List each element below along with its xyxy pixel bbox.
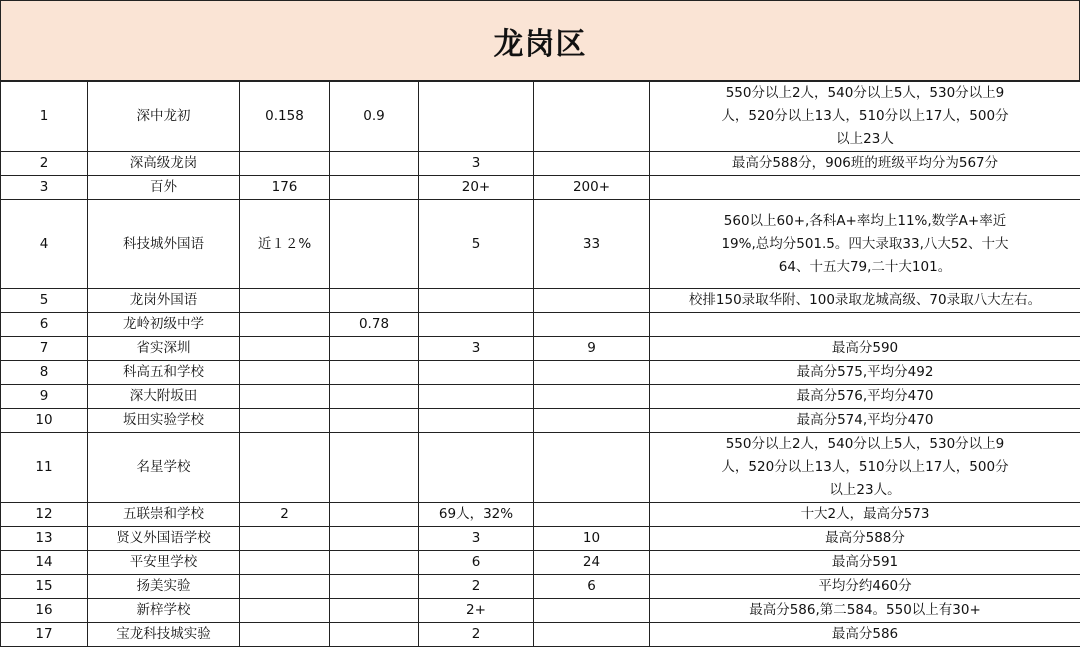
value-col-1 — [240, 337, 330, 361]
school-name: 百外 — [88, 176, 240, 200]
note-text: 最高分591 — [832, 551, 898, 574]
value-col-3 — [419, 385, 534, 409]
table-row — [1, 82, 1080, 152]
row-number: 7 — [1, 337, 88, 361]
value-col-3: 2 — [419, 623, 534, 647]
note-text: 最高分586 — [832, 623, 898, 646]
value-col-4: 9 — [534, 337, 650, 361]
table-row — [1, 551, 1080, 575]
school-name: 省实深圳 — [88, 337, 240, 361]
value-col-3 — [419, 289, 534, 313]
value-col-1 — [240, 623, 330, 647]
value-col-2 — [330, 200, 419, 289]
note-text: 最高分575,平均分492 — [797, 361, 934, 384]
table-row — [1, 313, 1080, 337]
note-text: 最高分588分 — [825, 527, 905, 550]
value-col-4 — [534, 623, 650, 647]
value-col-4 — [534, 503, 650, 527]
value-col-4: 10 — [534, 527, 650, 551]
note-cell — [650, 385, 1080, 409]
value-col-4 — [534, 409, 650, 433]
row-number: 1 — [1, 82, 88, 152]
school-name: 深中龙初 — [88, 82, 240, 152]
value-col-3: 69人，32% — [419, 503, 534, 527]
value-col-4 — [534, 289, 650, 313]
table-row — [1, 200, 1080, 289]
table-row — [1, 599, 1080, 623]
note-text: 最高分590 — [832, 337, 898, 360]
value-col-4: 24 — [534, 551, 650, 575]
school-name: 宝龙科技城实验 — [88, 623, 240, 647]
row-number: 13 — [1, 527, 88, 551]
school-name: 科高五和学校 — [88, 361, 240, 385]
value-col-2 — [330, 361, 419, 385]
value-col-3: 20+ — [419, 176, 534, 200]
value-col-2 — [330, 527, 419, 551]
row-number: 10 — [1, 409, 88, 433]
value-col-3: 3 — [419, 152, 534, 176]
note-cell — [650, 527, 1080, 551]
table-row — [1, 503, 1080, 527]
value-col-1 — [240, 599, 330, 623]
school-name: 平安里学校 — [88, 551, 240, 575]
table-row — [1, 385, 1080, 409]
row-number: 3 — [1, 176, 88, 200]
table-row — [1, 176, 1080, 200]
note-text: 平均分约460分 — [818, 575, 911, 598]
value-col-1: 176 — [240, 176, 330, 200]
value-col-3: 3 — [419, 337, 534, 361]
school-name: 科技城外国语 — [88, 200, 240, 289]
value-col-1: 0.158 — [240, 82, 330, 152]
table-row — [1, 433, 1080, 503]
note-cell — [650, 433, 1080, 503]
table-row — [1, 337, 1080, 361]
value-col-2 — [330, 289, 419, 313]
note-text: 最高分586,第二584。550以上有30+ — [749, 599, 981, 622]
note-cell — [650, 200, 1080, 289]
school-name: 新梓学校 — [88, 599, 240, 623]
value-col-4: 33 — [534, 200, 650, 289]
value-col-2 — [330, 599, 419, 623]
value-col-2 — [330, 409, 419, 433]
school-name: 扬美实验 — [88, 575, 240, 599]
note-cell — [650, 82, 1080, 152]
value-col-4 — [534, 361, 650, 385]
table-row — [1, 152, 1080, 176]
table-row — [1, 527, 1080, 551]
note-cell — [650, 313, 1080, 337]
value-col-2 — [330, 337, 419, 361]
note-text: 十大2人，最高分573 — [801, 503, 930, 526]
value-col-3 — [419, 82, 534, 152]
note-cell — [650, 361, 1080, 385]
value-col-4 — [534, 82, 650, 152]
row-number: 8 — [1, 361, 88, 385]
value-col-4 — [534, 152, 650, 176]
value-col-2 — [330, 575, 419, 599]
table-row — [1, 409, 1080, 433]
value-col-4: 200+ — [534, 176, 650, 200]
value-col-2 — [330, 503, 419, 527]
row-number: 14 — [1, 551, 88, 575]
value-col-1 — [240, 313, 330, 337]
note-text: 550分以上2人，540分以上5人，530分以上9人，520分以上13人，510分以上17人，500分以上23人 — [715, 82, 1015, 151]
value-col-4 — [534, 313, 650, 337]
value-col-2 — [330, 152, 419, 176]
school-name: 龙岭初级中学 — [88, 313, 240, 337]
row-number: 6 — [1, 313, 88, 337]
value-col-3: 3 — [419, 527, 534, 551]
school-name: 深高级龙岗 — [88, 152, 240, 176]
school-name: 坂田实验学校 — [88, 409, 240, 433]
note-text: 最高分576,平均分470 — [797, 385, 934, 408]
value-col-1 — [240, 551, 330, 575]
note-cell — [650, 503, 1080, 527]
row-number: 2 — [1, 152, 88, 176]
school-name: 五联崇和学校 — [88, 503, 240, 527]
value-col-1: 近１２% — [240, 200, 330, 289]
row-number: 15 — [1, 575, 88, 599]
value-col-2: 0.78 — [330, 313, 419, 337]
school-name: 龙岗外国语 — [88, 289, 240, 313]
value-col-1 — [240, 409, 330, 433]
value-col-4 — [534, 385, 650, 409]
note-cell — [650, 623, 1080, 647]
value-col-3: 5 — [419, 200, 534, 289]
note-cell — [650, 289, 1080, 313]
row-number: 9 — [1, 385, 88, 409]
row-number: 17 — [1, 623, 88, 647]
value-col-2: 0.9 — [330, 82, 419, 152]
table-row — [1, 623, 1080, 647]
value-col-1 — [240, 361, 330, 385]
table-row — [1, 575, 1080, 599]
note-cell — [650, 337, 1080, 361]
note-cell — [650, 176, 1080, 200]
note-cell — [650, 152, 1080, 176]
note-text: 560以上60+,各科A+率均上11%,数学A+率近19%,总均分501.5。四大录取33,八大52、十大64、十五大79,二十大101。 — [715, 210, 1015, 279]
row-number: 12 — [1, 503, 88, 527]
note-text: 最高分574,平均分470 — [797, 409, 934, 432]
value-col-2 — [330, 176, 419, 200]
value-col-4 — [534, 599, 650, 623]
value-col-2 — [330, 623, 419, 647]
value-col-3: 6 — [419, 551, 534, 575]
value-col-2 — [330, 551, 419, 575]
note-cell — [650, 409, 1080, 433]
value-col-3 — [419, 313, 534, 337]
row-number: 4 — [1, 200, 88, 289]
value-col-3: 2+ — [419, 599, 534, 623]
value-col-4 — [534, 433, 650, 503]
value-col-3 — [419, 409, 534, 433]
value-col-2 — [330, 385, 419, 409]
value-col-1 — [240, 289, 330, 313]
value-col-3 — [419, 361, 534, 385]
value-col-1 — [240, 527, 330, 551]
value-col-1: 2 — [240, 503, 330, 527]
value-col-3: 2 — [419, 575, 534, 599]
value-col-1 — [240, 575, 330, 599]
table-row — [1, 289, 1080, 313]
school-name: 名星学校 — [88, 433, 240, 503]
row-number: 11 — [1, 433, 88, 503]
value-col-1 — [240, 433, 330, 503]
table-row — [1, 361, 1080, 385]
value-col-1 — [240, 385, 330, 409]
note-cell — [650, 551, 1080, 575]
note-text: 550分以上2人，540分以上5人，530分以上9人，520分以上13人，510分以上17人，500分以上23人。 — [715, 433, 1015, 502]
school-name: 贤义外国语学校 — [88, 527, 240, 551]
row-number: 16 — [1, 599, 88, 623]
value-col-2 — [330, 433, 419, 503]
value-col-4: 6 — [534, 575, 650, 599]
note-cell — [650, 575, 1080, 599]
row-number: 5 — [1, 289, 88, 313]
note-text: 最高分588分，906班的班级平均分为567分 — [732, 152, 998, 175]
note-text: 校排150录取华附、100录取龙城高级、70录取八大左右。 — [689, 289, 1041, 312]
district-title: 龙岗区 — [0, 0, 1080, 81]
school-name: 深大附坂田 — [88, 385, 240, 409]
school-results-table — [0, 81, 1080, 647]
note-cell — [650, 599, 1080, 623]
value-col-1 — [240, 152, 330, 176]
value-col-3 — [419, 433, 534, 503]
